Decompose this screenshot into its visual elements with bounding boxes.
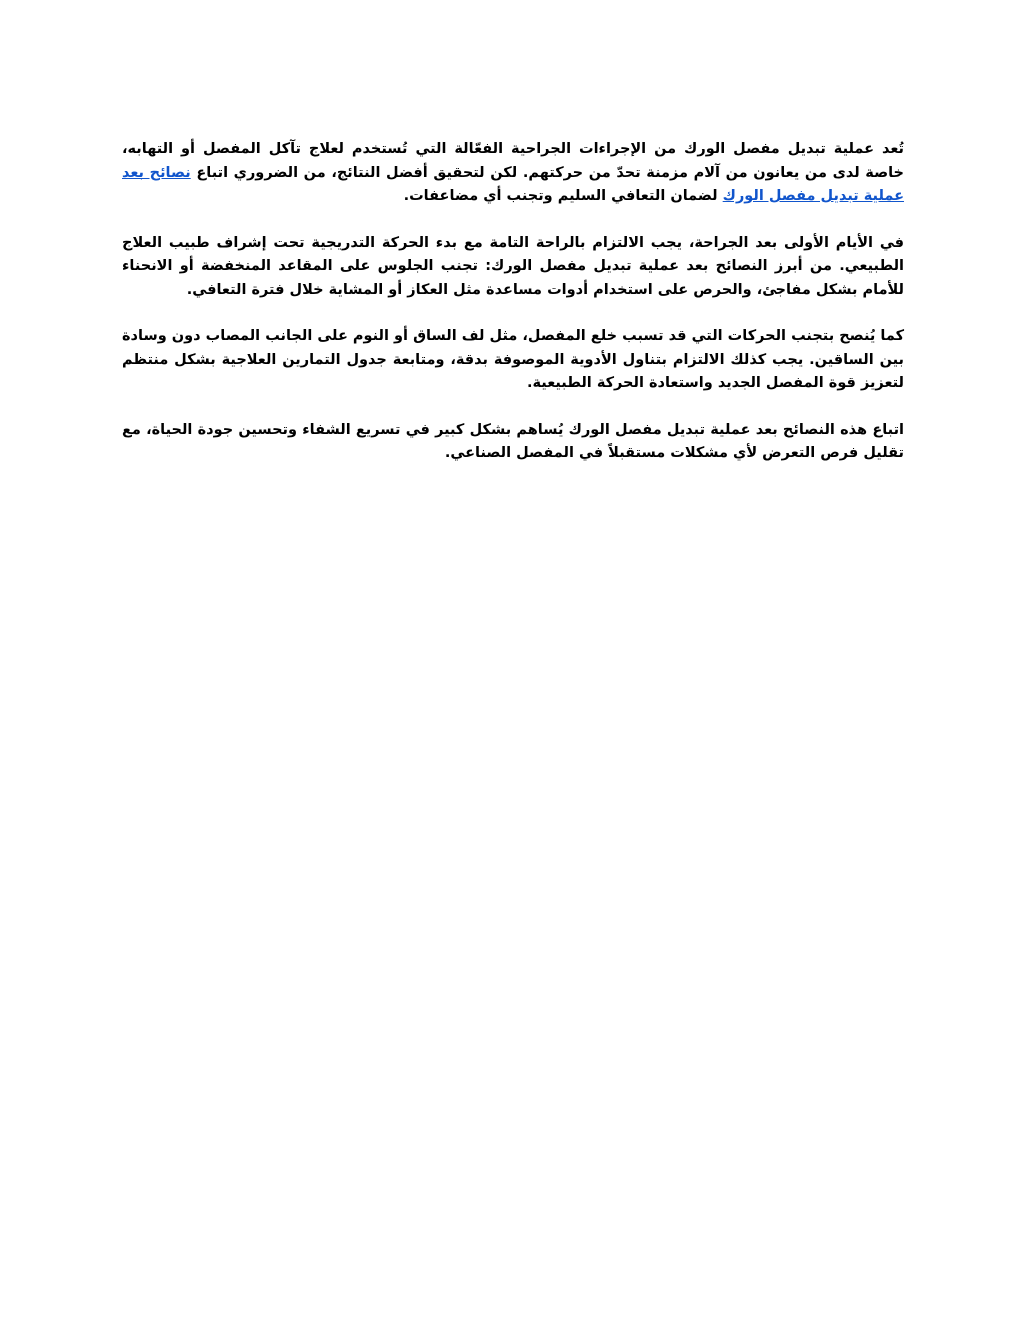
paragraph-intro-text-start: تُعد عملية تبديل مفصل الورك من الإجراءات الجراحية الفعّالة التي تُستخدم لعلاج تآكل المفصل أو التهابه، خاصة لدى من يعانون من آلام مزمنة تحدّ من حركتهم. لكن لتحقيق أفضل النتائج، من الضروري اتباع [122,141,905,181]
paragraph-intro-text-end: لضمان التعافي السليم وتجنب أي مضاعفات. [403,188,723,204]
paragraph-early-days: في الأيام الأولى بعد الجراحة، يجب الالتزام بالراحة التامة مع بدء الحركة التدريجية تحت إشراف طبيب العلاج الطبيعي. من أبرز النصائح بعد عملية تبديل مفصل الورك: تجنب الجلوس على المقاعد المنخفضة أو الانحناء للأمام بشكل مفاجئ، والحرص على استخدام أدوات مساعدة مثل العكاز أو المشاية خلال فترة التعافي. [122,234,904,298]
hip-replacement-tips-link[interactable]: نصائح بعد عملية تبديل مفصل الورك [122,164,904,204]
paragraph-precautions: كما يُنصح بتجنب الحركات التي قد تسبب خلع المفصل، مثل لف الساق أو النوم على الجانب المصاب دون وسادة بين الساقين. يجب كذلك الالتزام بتناول الأدوية الموصوفة بدقة، ومتابعة جدول التمارين العلاجية بشكل منتظم لتعزيز قوة المفصل الجديد واستعادة الحركة الطبيعية. [122,328,904,391]
document-body [122,138,904,489]
paragraph-conclusion: اتباع هذه النصائح بعد عملية تبديل مفصل الورك يُساهم بشكل كبير في تسريع الشفاء وتحسين جودة الحياة، مع تقليل فرص التعرض لأي مشكلات مستقبلاً في المفصل الصناعي. [122,421,904,461]
paragraph-intro [122,138,904,209]
